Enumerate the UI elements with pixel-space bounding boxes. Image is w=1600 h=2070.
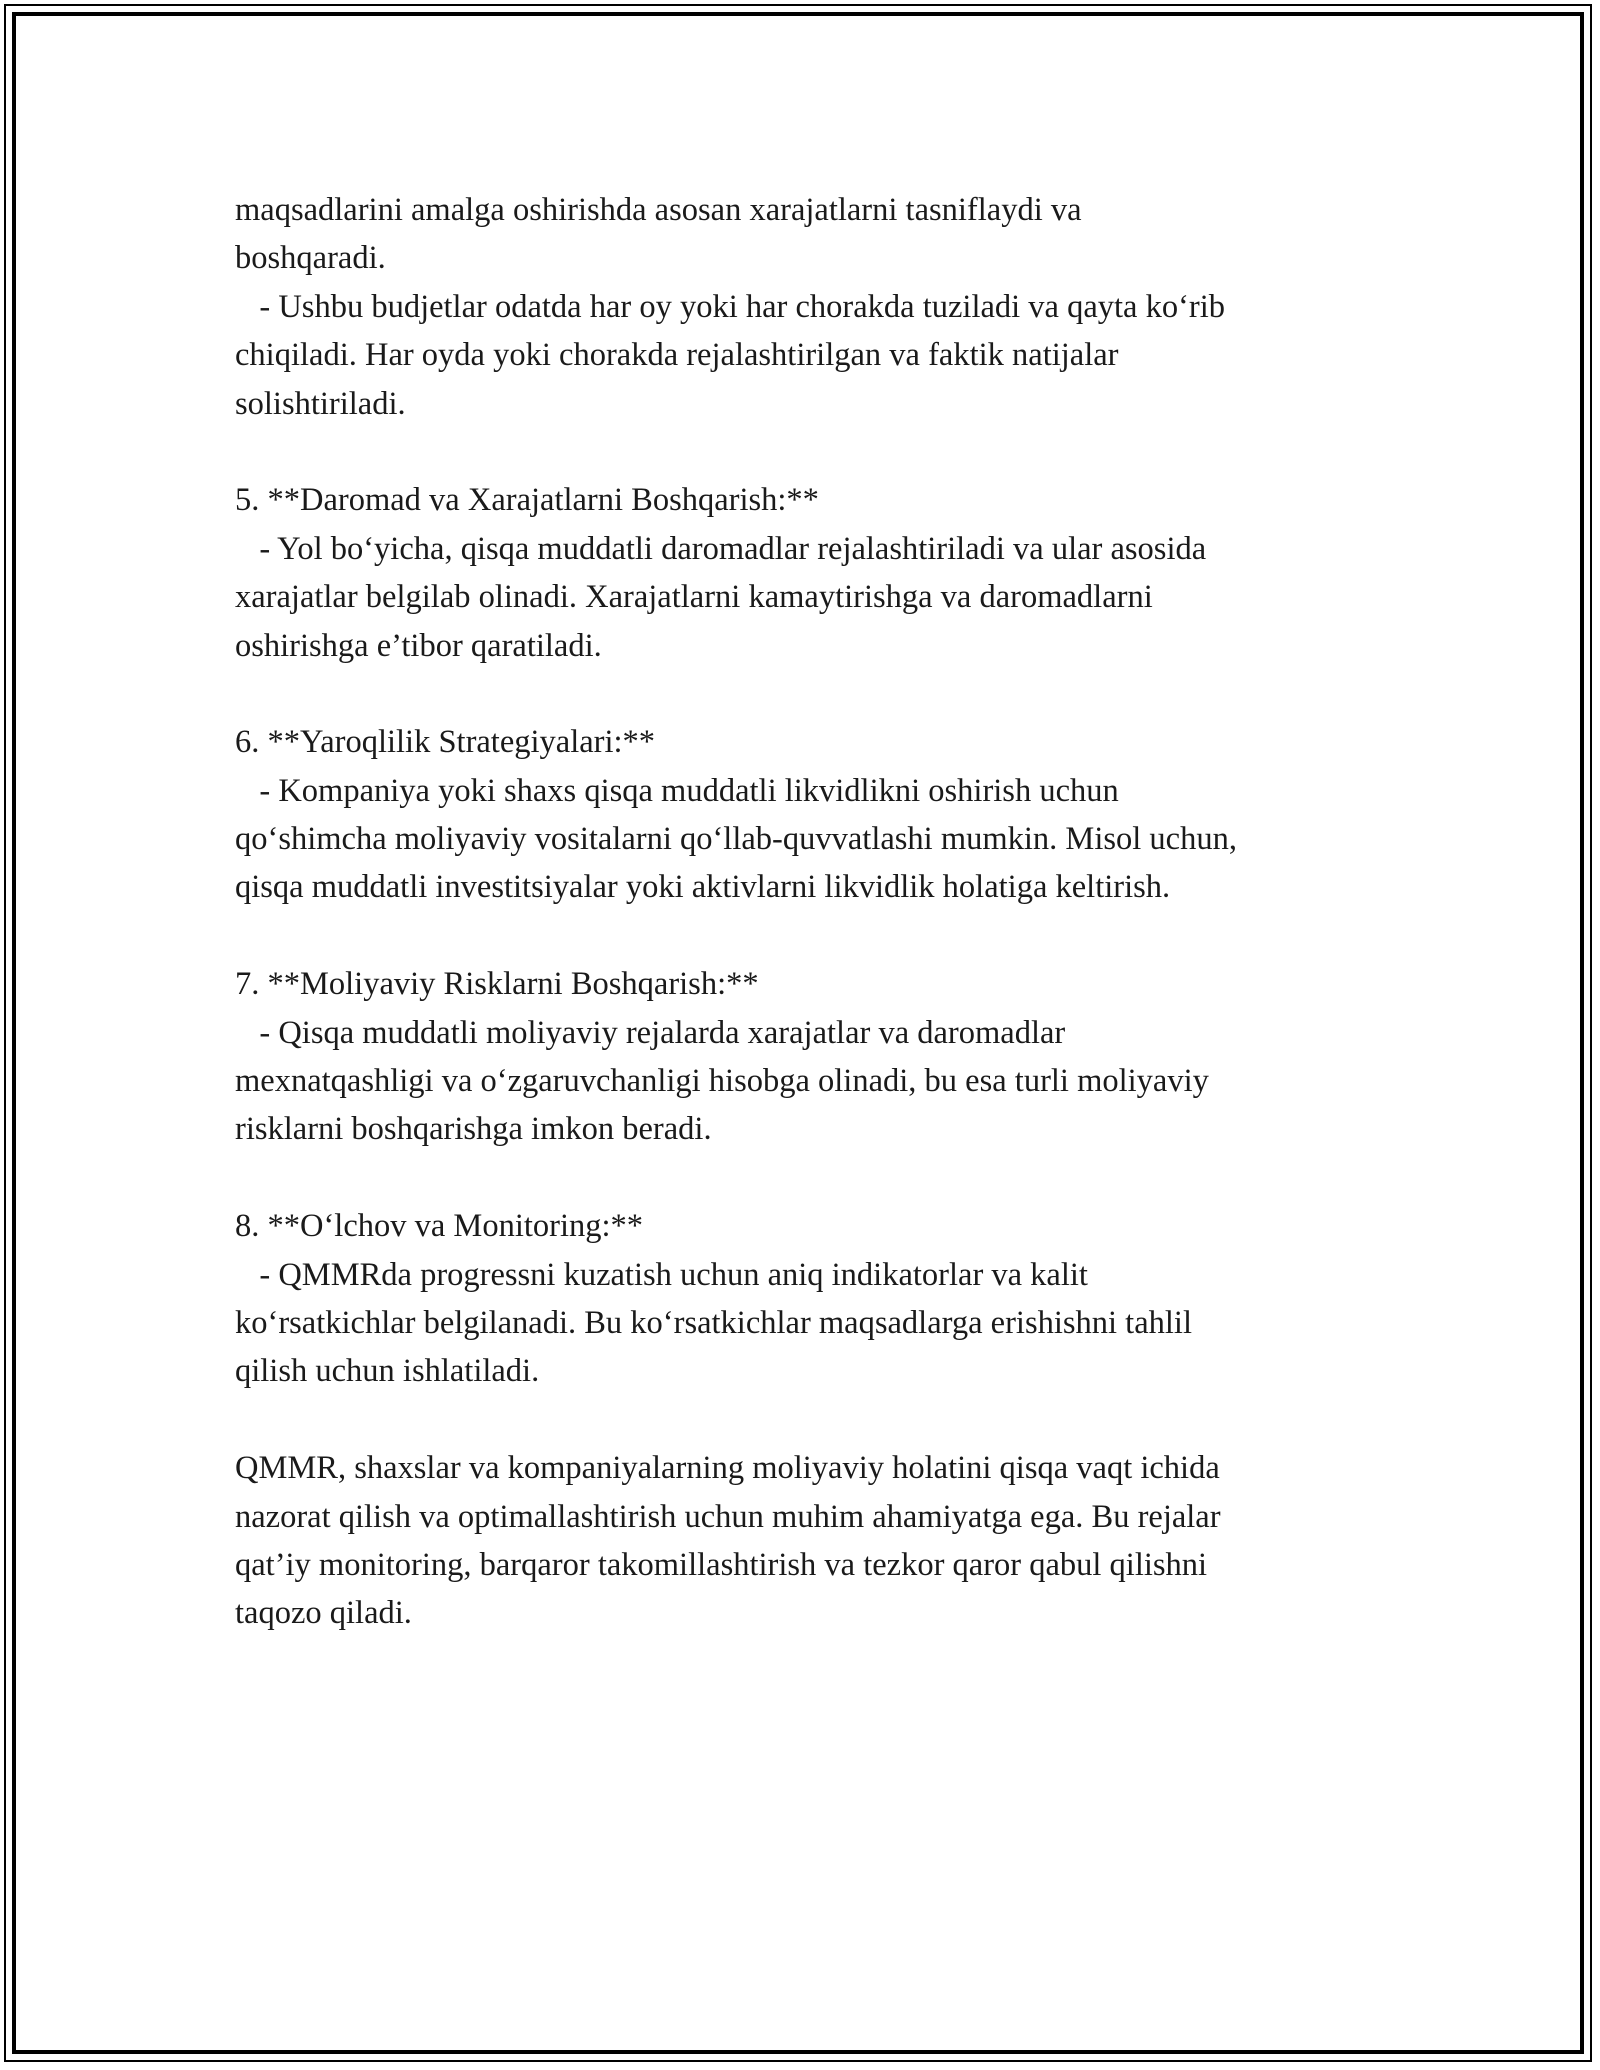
section-7-risk [235,960,1385,1154]
section-heading: 5. **Daromad va Xarajatlarni Boshqarish:** [235,482,819,519]
text-line: qo‘shimcha moliyaviy vositalarni qo‘llab-quvvatlashi mumkin. Misol uchun, [235,821,1237,858]
text-line: maqsadlarini amalga oshirishda asosan xarajatlarni tasniflaydi va [235,192,1082,228]
text-line: chiqiladi. Har oyda yoki chorakda rejalashtirilgan va faktik natijalar [235,337,1119,374]
text-line: qisqa muddatli investitsiyalar yoki aktivlarni likvidlik holatiga keltirish. [235,869,1171,906]
document-body [235,186,1385,1638]
section-6-liquidity [235,718,1385,912]
text-line: nazorat qilish va optimallashtirish uchun muhim ahamiyatga ega. Bu rejalar [235,1498,1221,1535]
paragraph-budget-continuation [235,186,1385,428]
paragraph-spacer [235,428,1385,476]
text-line: qat’iy monitoring, barqaror takomillashtirish va tezkor qaror qabul qilishni [235,1546,1208,1583]
paragraph-spacer [235,1154,1385,1202]
text-line: boshqaradi. [235,240,386,277]
text-line: oshirishga e’tibor qaratiladi. [235,627,602,664]
section-heading: 6. **Yaroqlilik Strategiyalari:** [235,724,656,761]
text-line: - Kompaniya yoki shaxs qisqa muddatli likvidlikni oshirish uchun [235,772,1119,809]
text-line: qilish uchun ishlatiladi. [235,1353,540,1390]
text-line: xarajatlar belgilab olinadi. Xarajatlarni kamaytirishga va daromadlarni [235,579,1153,616]
section-heading: 7. **Moliyaviy Risklarni Boshqarish:** [235,966,759,1003]
paragraph-spacer [235,670,1385,718]
section-heading: 8. **O‘lchov va Monitoring:** [235,1208,644,1245]
section-5-income-expense [235,476,1385,670]
text-line: - Yol bo‘yicha, qisqa muddatli daromadlar rejalashtiriladi va ular asosida [235,530,1207,567]
paragraph-spacer [235,1396,1385,1444]
text-line: solishtiriladi. [235,385,406,422]
text-line: QMMR, shaxslar va kompaniyalarning moliyaviy holatini qisqa vaqt ichida [235,1450,1220,1487]
text-line: - QMMRda progressni kuzatish uchun aniq indikatorlar va kalit [235,1256,1088,1293]
text-line: mexnatqashligi va o‘zgaruvchanligi hisobga olinadi, bu esa turli moliyaviy [235,1063,1209,1100]
text-line: taqozo qiladi. [235,1595,412,1632]
section-8-monitoring [235,1202,1385,1396]
text-line: ko‘rsatkichlar belgilanadi. Bu ko‘rsatkichlar maqsadlarga erishishni tahlil [235,1304,1192,1341]
text-line: risklarni boshqarishga imkon beradi. [235,1111,712,1148]
paragraph-spacer [235,912,1385,960]
text-line: - Qisqa muddatli moliyaviy rejalarda xarajatlar va daromadlar [235,1014,1066,1051]
paragraph-conclusion [235,1444,1385,1638]
text-line: - Ushbu budjetlar odatda har oy yoki har chorakda tuziladi va qayta ko‘rib [235,288,1226,325]
